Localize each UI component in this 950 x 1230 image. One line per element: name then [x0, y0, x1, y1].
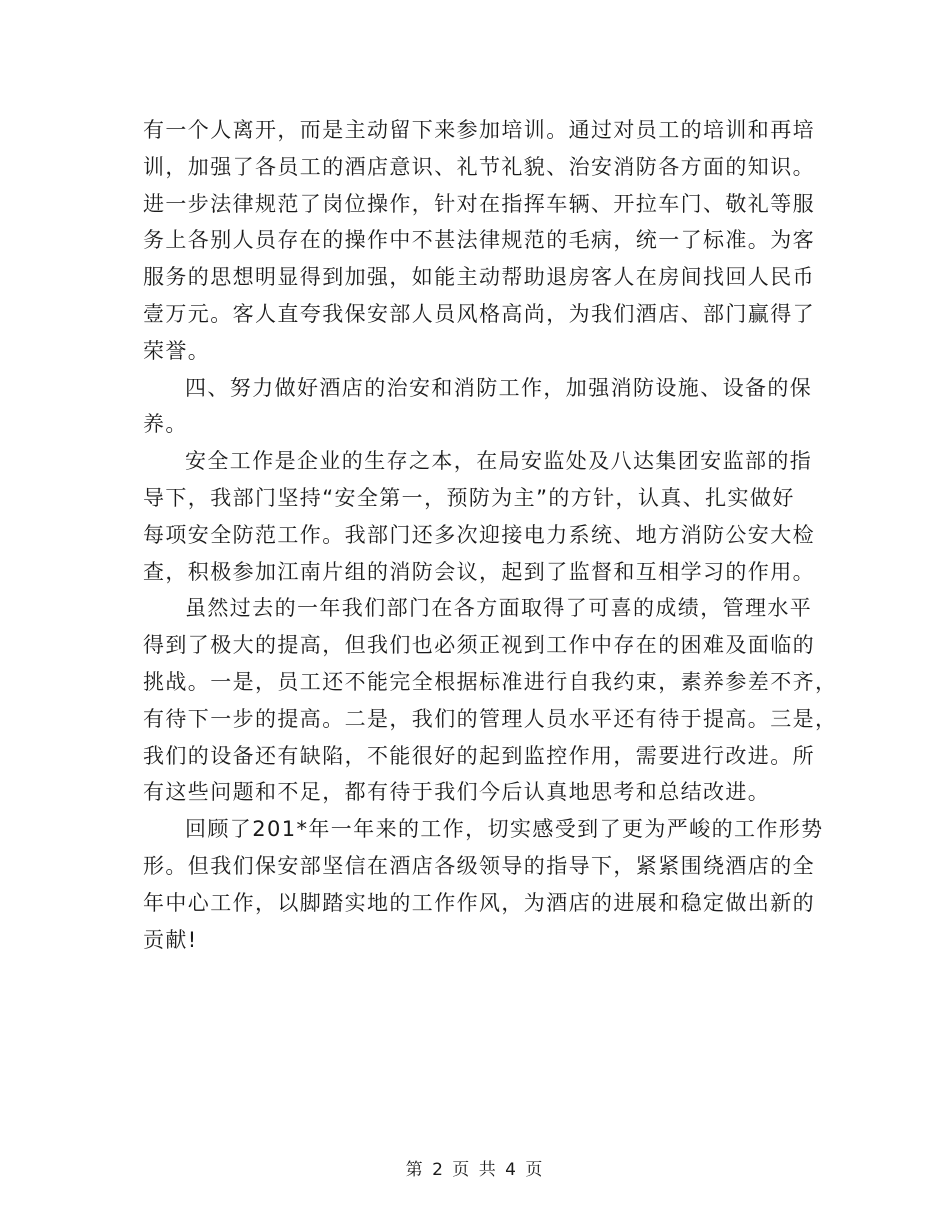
text-line: 进一步法律规范了岗位操作，针对在指挥车辆、开拉车门、敬礼等服	[143, 191, 815, 216]
text-line: 导下，我部门坚持“安全第一，预防为主”的方针，认真、扎实做好	[143, 485, 795, 510]
text-line: 有待下一步的提高。二是，我们的管理人员水平还有待于提高。三是，	[143, 706, 838, 731]
page-number-footer: 第 2 页 共 4 页	[405, 1160, 545, 1180]
paragraph-start: 安全工作是企业的生存之本，在局安监处及八达集团安监部的指	[185, 449, 813, 474]
text-line: 得到了极大的提高，但我们也必须正视到工作中存在的困难及面临的	[143, 633, 815, 658]
text-line: 养。	[143, 412, 188, 437]
text-line: 服务的思想明显得到加强，如能主动帮助退房客人在房间找回人民币	[143, 265, 815, 290]
text-line: 形。但我们保安部坚信在酒店各级领导的指导下，紧紧围绕酒店的全	[143, 853, 815, 878]
text-line: 训，加强了各员工的酒店意识、礼节礼貌、治安消防各方面的知识。	[143, 154, 815, 179]
paragraph-start: 回顾了201*年一年来的工作，切实感受到了更为严峻的工作形势	[185, 817, 824, 842]
text-line: 务上各别人员存在的操作中不甚法律规范的毛病，统一了标准。为客	[143, 228, 815, 253]
text-line: 查，积极参加江南片组的消防会议，起到了监督和互相学习的作用。	[143, 559, 815, 584]
text-line: 壹万元。客人直夸我保安部人员风格高尚，为我们酒店、部门赢得了	[143, 301, 815, 326]
section-heading: 四、努力做好酒店的治安和消防工作，加强消防设施、设备的保	[185, 375, 813, 400]
text-line: 贡献!	[143, 927, 198, 952]
text-line: 年中心工作，以脚踏实地的工作作风，为酒店的进展和稳定做出新的	[143, 890, 815, 915]
text-line: 每项安全防范工作。我部门还多次迎接电力系统、地方消防公安大检	[143, 522, 815, 547]
text-line: 我们的设备还有缺陷，不能很好的起到监控作用，需要进行改进。所	[143, 743, 815, 768]
text-line: 挑战。一是，员工还不能完全根据标准进行自我约束，素养参差不齐，	[143, 669, 838, 694]
document-body	[143, 112, 838, 958]
text-line: 有一个人离开，而是主动留下来参加培训。通过对员工的培训和再培	[143, 118, 815, 142]
text-line: 有这些问题和不足，都有待于我们今后认真地思考和总结改进。	[143, 780, 771, 805]
text-line: 荣誉。	[143, 338, 211, 363]
paragraph-start: 虽然过去的一年我们部门在各方面取得了可喜的成绩，管理水平	[185, 596, 813, 621]
